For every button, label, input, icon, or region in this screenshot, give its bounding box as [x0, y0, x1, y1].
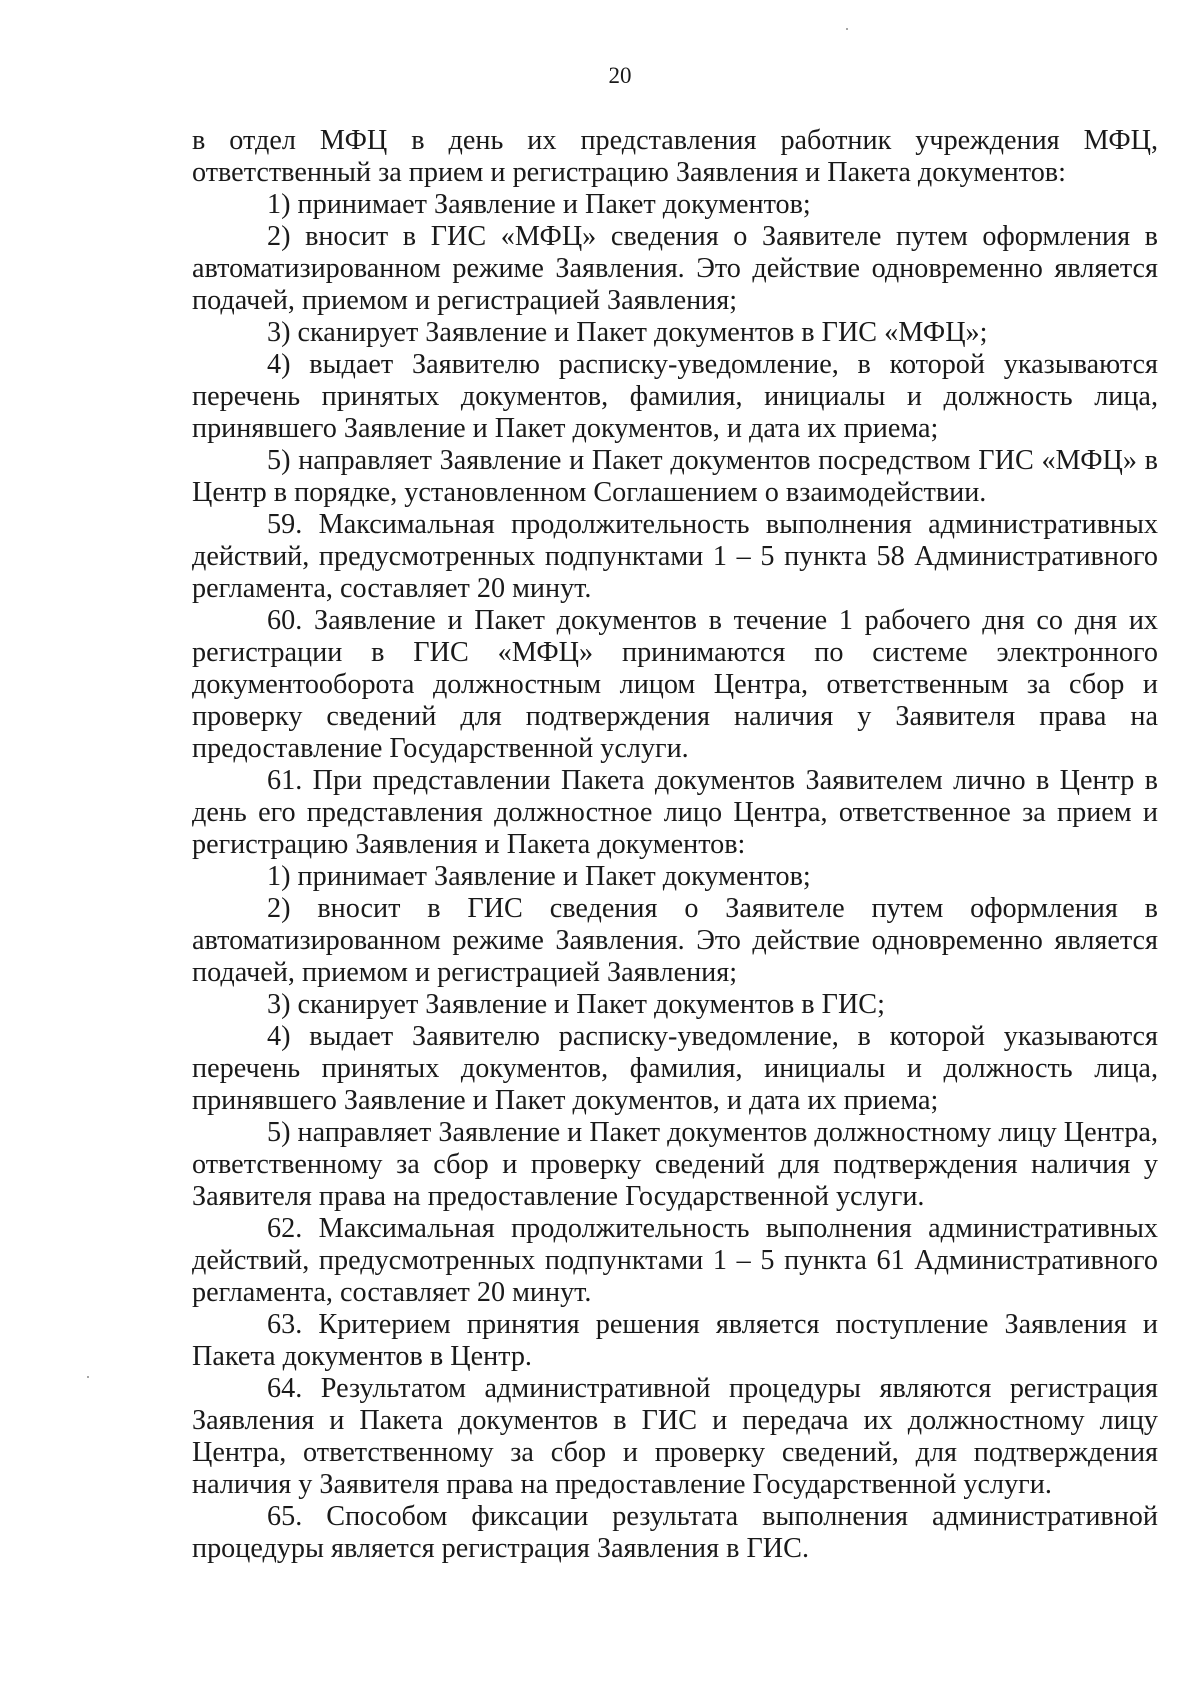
paragraph: 4) выдает Заявителю расписку-уведомление, в которой указываются перечень принятых документов, фамилия, инициалы и должность лица, принявшего Заявление и Пакет документов, и дата их приема;	[192, 1021, 1158, 1116]
paragraph: 3) сканирует Заявление и Пакет документов в ГИС;	[267, 989, 885, 1020]
document-body	[192, 125, 1158, 1565]
paragraph: 64. Результатом административной процедуры являются регистрация Заявления и Пакета документов в ГИС и передача их должностному лицу Центра, ответственному за сбор и проверку сведений, для подтверждения наличия у Заявителя права на предоставление Государственной услуги.	[192, 1373, 1158, 1500]
page-number: 20	[608, 63, 632, 88]
paragraph: 61. При представлении Пакета документов Заявителем лично в Центр в день его представления должностное лицо Центра, ответственное за прием и регистрацию Заявления и Пакета документов:	[192, 765, 1158, 860]
scan-speck	[846, 28, 848, 30]
paragraph: 62. Максимальная продолжительность выполнения административных действий, предусмотренных подпунктами 1 – 5 пункта 61 Административного регламента, составляет 20 минут.	[192, 1213, 1158, 1308]
paragraph: 3) сканирует Заявление и Пакет документов в ГИС «МФЦ»;	[267, 317, 988, 348]
paragraph: 63. Критерием принятия решения является поступление Заявления и Пакета документов в Центр.	[192, 1309, 1158, 1372]
paragraph: 1) принимает Заявление и Пакет документов;	[267, 189, 811, 220]
paragraph: 2) вносит в ГИС «МФЦ» сведения о Заявителе путем оформления в автоматизированном режиме Заявления. Это действие одновременно является подачей, приемом и регистрацией Заявления;	[192, 221, 1158, 316]
paragraph: 1) принимает Заявление и Пакет документов;	[267, 861, 811, 892]
paragraph: 60. Заявление и Пакет документов в течение 1 рабочего дня со дня их регистрации в ГИС «МФЦ» принимаются по системе электронного документооборота должностным лицом Центра, ответственным за сбор и проверку сведений для подтверждения наличия у Заявителя права на предоставление Государственной услуги.	[192, 605, 1158, 764]
paragraph: 65. Способом фиксации результата выполнения административной процедуры является регистрация Заявления в ГИС.	[192, 1501, 1158, 1564]
paragraph: 59. Максимальная продолжительность выполнения административных действий, предусмотренных подпунктами 1 – 5 пункта 58 Административного регламента, составляет 20 минут.	[192, 509, 1158, 604]
paragraph: в отдел МФЦ в день их представления работник учреждения МФЦ, ответственный за прием и регистрацию Заявления и Пакета документов:	[192, 125, 1158, 188]
paragraph: 5) направляет Заявление и Пакет документов посредством ГИС «МФЦ» в Центр в порядке, установленном Соглашением о взаимодействии.	[192, 445, 1158, 508]
scan-speck	[87, 1376, 89, 1378]
paragraph: 2) вносит в ГИС сведения о Заявителе путем оформления в автоматизированном режиме Заявления. Это действие одновременно является подачей, приемом и регистрацией Заявления;	[192, 893, 1158, 988]
paragraph: 4) выдает Заявителю расписку-уведомление, в которой указываются перечень принятых документов, фамилия, инициалы и должность лица, принявшего Заявление и Пакет документов, и дата их приема;	[192, 349, 1158, 444]
paragraph: 5) направляет Заявление и Пакет документов должностному лицу Центра, ответственному за сбор и проверку сведений для подтверждения наличия у Заявителя права на предоставление Государственной услуги.	[192, 1117, 1158, 1212]
